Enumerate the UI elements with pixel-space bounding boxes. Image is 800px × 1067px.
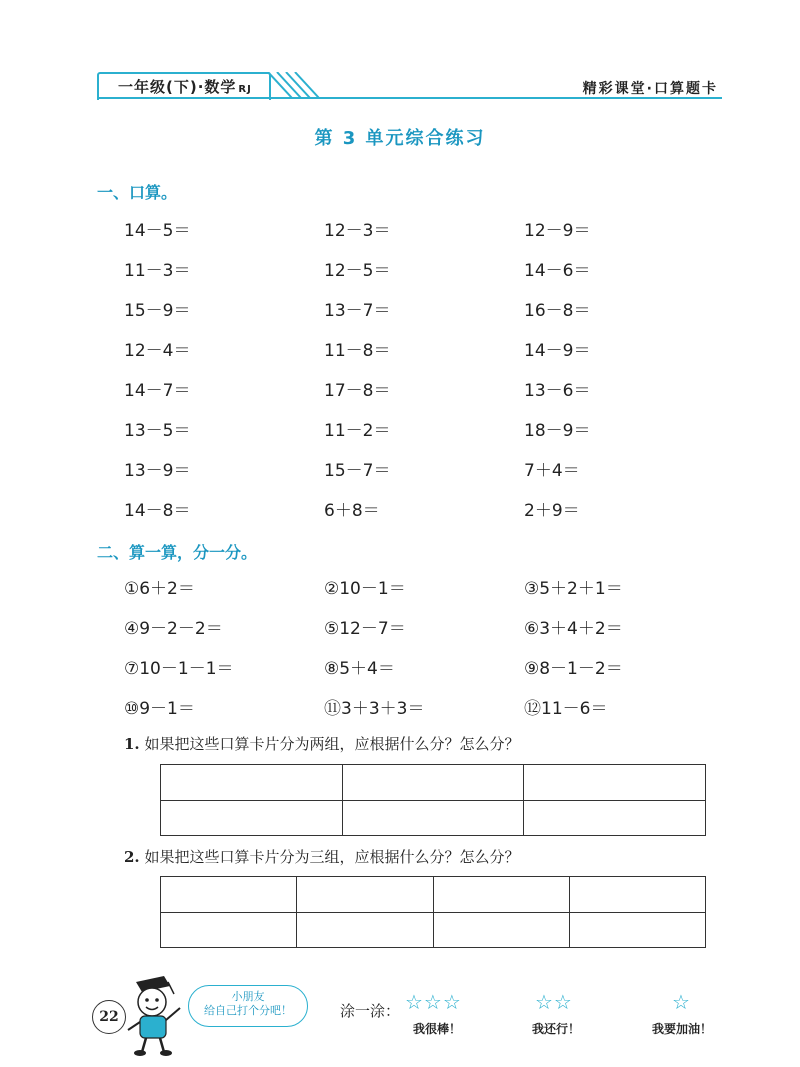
answer-cell[interactable] <box>569 877 705 913</box>
answer-cell[interactable] <box>161 765 343 801</box>
one-star-rating[interactable]: ☆ <box>672 990 691 1014</box>
rating-caption-ok: 我还行！ <box>532 1022 581 1036</box>
section1-heading: 一、口算。 <box>97 183 178 202</box>
equation-item: 12－5＝ <box>324 261 391 281</box>
page-number: 22 <box>92 1000 126 1034</box>
question-1 <box>124 733 519 754</box>
question-1-number: 1. <box>124 735 140 753</box>
answer-cell[interactable] <box>297 877 433 913</box>
mascot-boy-illustration <box>118 972 188 1057</box>
equation-item: ⑪3＋3＋3＝ <box>324 699 425 719</box>
equation-item: ④9－2－2＝ <box>124 619 223 639</box>
equation-item: 17－8＝ <box>324 381 391 401</box>
equation-item: 12－9＝ <box>524 221 591 241</box>
equation-item: ⑧5＋4＝ <box>324 659 395 679</box>
answer-cell[interactable] <box>342 800 524 836</box>
equation-item: 13－9＝ <box>124 461 191 481</box>
answer-cell[interactable] <box>161 912 297 948</box>
answer-table-two-groups <box>160 764 706 836</box>
answer-cell[interactable] <box>569 912 705 948</box>
header-series-title: 精彩课堂·口算题卡 <box>582 81 718 97</box>
header-grade-text: 一年级(下)·数学 <box>118 78 237 96</box>
equation-item: 12－3＝ <box>324 221 391 241</box>
equation-item: 18－9＝ <box>524 421 591 441</box>
equation-item: ⑫11－6＝ <box>524 699 608 719</box>
three-star-rating[interactable]: ☆☆☆ <box>405 990 462 1014</box>
header-edition-text: RJ <box>238 84 252 95</box>
answer-cell[interactable] <box>161 877 297 913</box>
bubble-line-2: 给自己打个分吧！ <box>204 1004 292 1017</box>
equation-item: ⑤12－7＝ <box>324 619 406 639</box>
answer-cell[interactable] <box>342 765 524 801</box>
equation-item: 2＋9＝ <box>524 501 580 521</box>
equation-item: ③5＋2＋1＝ <box>524 579 623 599</box>
encouragement-speech-bubble <box>188 985 308 1027</box>
header-stripes-decoration <box>268 72 326 98</box>
answer-cell[interactable] <box>524 800 706 836</box>
equation-item: 11－8＝ <box>324 341 391 361</box>
equation-item: 16－8＝ <box>524 301 591 321</box>
equation-item: 13－6＝ <box>524 381 591 401</box>
equation-item: 14－7＝ <box>124 381 191 401</box>
equation-item: 15－7＝ <box>324 461 391 481</box>
equation-item: ⑥3＋4＋2＝ <box>524 619 623 639</box>
equation-item: ⑨8－1－2＝ <box>524 659 623 679</box>
self-rating-label: 涂一涂： <box>340 1002 401 1020</box>
question-2-number: 2. <box>124 848 140 866</box>
rating-caption-try-harder: 我要加油！ <box>652 1022 713 1036</box>
equation-item: 13－5＝ <box>124 421 191 441</box>
question-2 <box>124 846 519 867</box>
equation-item: 14－6＝ <box>524 261 591 281</box>
equation-item: 14－9＝ <box>524 341 591 361</box>
equation-item: 6＋8＝ <box>324 501 380 521</box>
equation-item: 11－2＝ <box>324 421 391 441</box>
equation-item: ②10－1＝ <box>324 579 406 599</box>
equation-item: 7＋4＝ <box>524 461 580 481</box>
equation-item: 13－7＝ <box>324 301 391 321</box>
question-1-text: 如果把这些口算卡片分为两组，应根据什么分？怎么分？ <box>144 735 520 753</box>
question-2-text: 如果把这些口算卡片分为三组，应根据什么分？怎么分？ <box>144 848 520 866</box>
bubble-line-1: 小朋友 <box>231 990 265 1003</box>
equation-item: 11－3＝ <box>124 261 191 281</box>
answer-cell[interactable] <box>524 765 706 801</box>
two-star-rating[interactable]: ☆☆ <box>535 990 573 1014</box>
section2-heading: 二、算一算，分一分。 <box>97 543 258 562</box>
answer-cell[interactable] <box>433 912 569 948</box>
equation-item: 12－4＝ <box>124 341 191 361</box>
equation-item: 14－5＝ <box>124 221 191 241</box>
equation-item: ①6＋2＝ <box>124 579 195 599</box>
equation-item: ⑩9－1＝ <box>124 699 195 719</box>
equation-item: 15－9＝ <box>124 301 191 321</box>
answer-cell[interactable] <box>297 912 433 948</box>
header-grade-subject <box>118 76 252 97</box>
equation-item: 14－8＝ <box>124 501 191 521</box>
answer-cell[interactable] <box>161 800 343 836</box>
answer-cell[interactable] <box>433 877 569 913</box>
answer-table-three-groups <box>160 876 706 948</box>
page-title: 第 3 单元综合练习 <box>314 128 486 149</box>
rating-caption-great: 我很棒！ <box>413 1022 462 1036</box>
equation-item: ⑦10－1－1＝ <box>124 659 234 679</box>
